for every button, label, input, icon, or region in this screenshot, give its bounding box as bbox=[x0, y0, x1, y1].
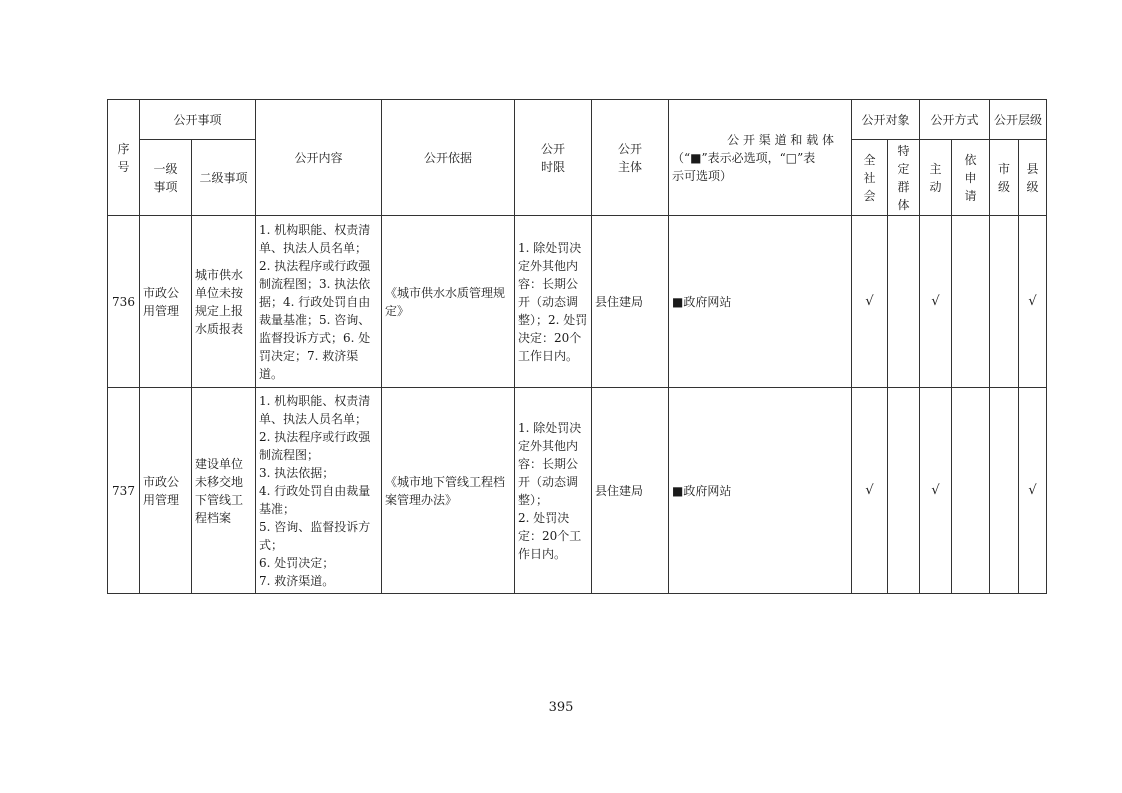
row-level1: 市政公用管理 bbox=[140, 388, 192, 594]
row-level2: 城市供水单位未按规定上报水质报表 bbox=[192, 216, 256, 388]
row-level-city bbox=[990, 216, 1019, 388]
row-method-active: √ bbox=[920, 216, 952, 388]
row-level1: 市政公用管理 bbox=[140, 216, 192, 388]
header-channel bbox=[669, 100, 852, 216]
row-method-active: √ bbox=[920, 388, 952, 594]
header-subject: 公开 主体 bbox=[592, 100, 669, 216]
header-level1: 一级事项 bbox=[140, 140, 192, 216]
row-method-apply bbox=[952, 216, 990, 388]
header-method-apply: 依申请 bbox=[952, 140, 990, 216]
row-level-county: √ bbox=[1019, 216, 1047, 388]
row-basis: 《城市供水水质管理规定》 bbox=[382, 216, 515, 388]
row-channel: ■政府网站 bbox=[669, 216, 852, 388]
header-basis: 公开依据 bbox=[382, 100, 515, 216]
row-level2: 建设单位未移交地下管线工程档案 bbox=[192, 388, 256, 594]
row-time-limit: 1. 除处罚决定外其他内容：长期公开（动态调整）； 2. 处罚决定：20个工作日内。 bbox=[515, 388, 592, 594]
header-target-all: 全社会 bbox=[852, 140, 888, 216]
header-target: 公开对象 bbox=[852, 100, 920, 140]
row-content: 1. 机构职能、权责清单、执法人员名单；2. 执法程序或行政强制流程图；3. 执法依据；4. 行政处罚自由裁量基准；5. 咨询、监督投诉方式；6. 处罚决定；7. 救济渠道。 bbox=[256, 216, 382, 388]
header-level2: 二级事项 bbox=[192, 140, 256, 216]
row-subject: 县住建局 bbox=[592, 388, 669, 594]
header-target-group: 特定群体 bbox=[888, 140, 920, 216]
row-basis: 《城市地下管线工程档案管理办法》 bbox=[382, 388, 515, 594]
row-time-limit: 1. 除处罚决定外其他内容：长期公开（动态调整）；2. 处罚决定：20个工作日内。 bbox=[515, 216, 592, 388]
header-items: 公开事项 bbox=[140, 100, 256, 140]
disclosure-table bbox=[107, 99, 1047, 594]
header-channel-title: 公 开 渠 道 和 载 体 bbox=[727, 132, 835, 147]
row-target-all: √ bbox=[852, 216, 888, 388]
row-target-group bbox=[888, 388, 920, 594]
header-method: 公开方式 bbox=[920, 100, 990, 140]
row-level-city bbox=[990, 388, 1019, 594]
header-seq: 序号 bbox=[108, 100, 140, 216]
header-level: 公开层级 bbox=[990, 100, 1047, 140]
row-method-apply bbox=[952, 388, 990, 594]
header-level-county: 县级 bbox=[1019, 140, 1047, 216]
table-row bbox=[108, 388, 1047, 594]
row-target-group bbox=[888, 216, 920, 388]
header-method-active: 主动 bbox=[920, 140, 952, 216]
row-subject: 县住建局 bbox=[592, 216, 669, 388]
header-level-city: 市级 bbox=[990, 140, 1019, 216]
page-number: 395 bbox=[548, 700, 574, 715]
row-channel: ■政府网站 bbox=[669, 388, 852, 594]
row-target-all: √ bbox=[852, 388, 888, 594]
row-level-county: √ bbox=[1019, 388, 1047, 594]
header-content: 公开内容 bbox=[256, 100, 382, 216]
header-channel-note: （“■”表示必选项，“□”表 示可选项） bbox=[672, 150, 816, 183]
row-content: 1. 机构职能、权责清单、执法人员名单； 2. 执法程序或行政强制流程图； 3. 执法依据； 4. 行政处罚自由裁量基准； 5. 咨询、监督投诉方式； 6. 处罚决定； 7. 救济渠道。 bbox=[256, 388, 382, 594]
table-row bbox=[108, 216, 1047, 388]
header-time-limit: 公开 时限 bbox=[515, 100, 592, 216]
row-seq: 737 bbox=[108, 388, 140, 594]
row-seq: 736 bbox=[108, 216, 140, 388]
